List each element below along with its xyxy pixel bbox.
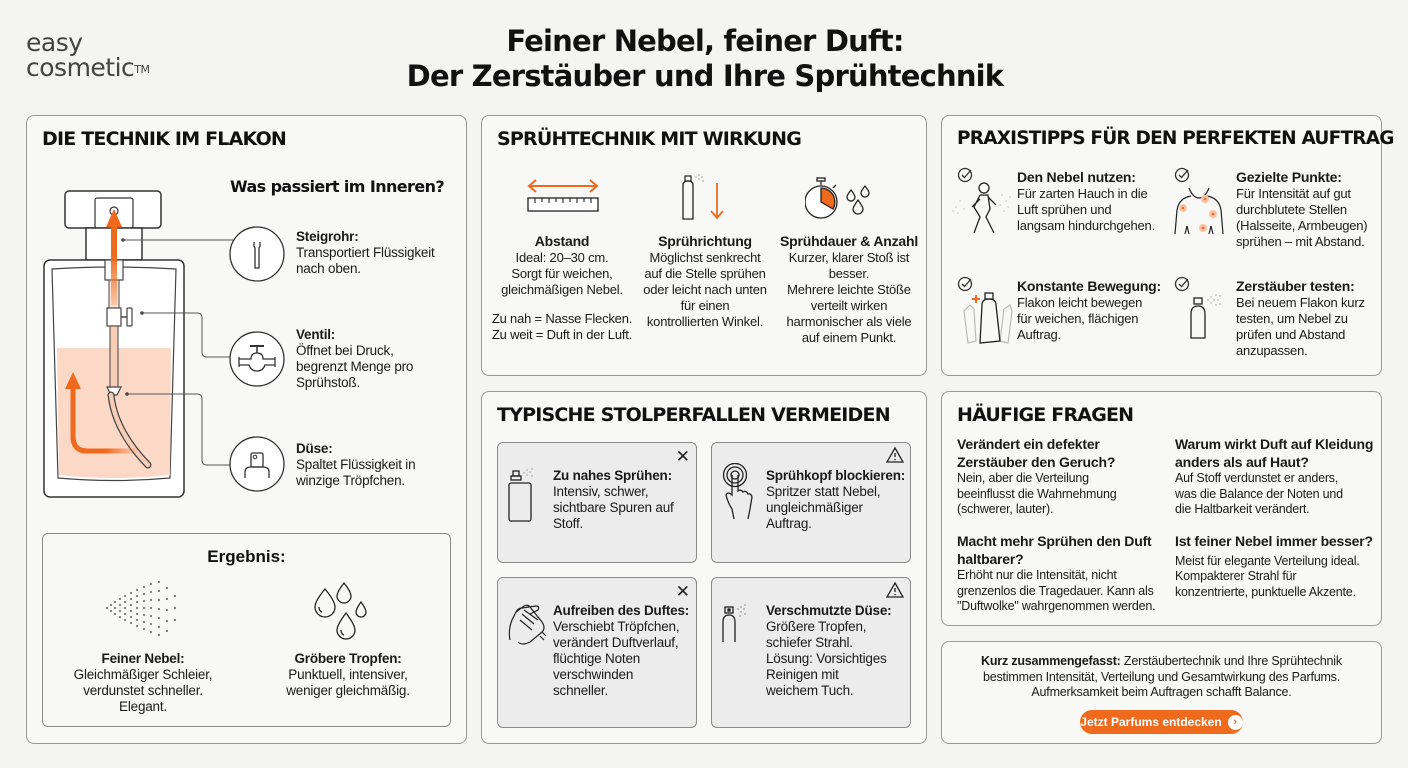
spruehrichtung-block: Sprührichtung Möglichst senkrecht auf die Stelle sprühen oder leicht nach unten für einen kontrollierten Winkel. (643, 233, 767, 329)
spray-direction-icon (679, 173, 729, 223)
spray-bottle-icon (508, 467, 538, 523)
technik-panel (26, 115, 467, 744)
mist-icon (103, 574, 183, 642)
faq-item: Ist feiner Nebel immer besser? Meist für elegante Verteilung ideal. Kompakterer Strahl für konzentrierte, punktuelle Akzente. (1175, 533, 1373, 599)
drops-icon (313, 581, 373, 643)
dirty-nozzle-icon (720, 604, 760, 644)
pitfall-text: Sprühkopf blockieren: Spritzer statt Nebel, ungleichmäßiger Auftrag. (766, 468, 906, 531)
chevron-right-icon: › (1228, 715, 1243, 730)
pitfall-text: Aufreiben des Duftes: Verschiebt Tröpfchen, verändert Duftverlauf, flüchtige Noten verschwinden schneller. (553, 603, 690, 698)
brand-line1: easy (26, 28, 83, 57)
title-line1: Feiner Nebel, feiner Duft: (506, 24, 904, 58)
page-title (380, 24, 1030, 94)
warning-icon (886, 447, 904, 463)
ruler-icon (526, 178, 600, 214)
praxistipps-panel (941, 115, 1394, 376)
pitfall-card (497, 577, 697, 728)
part-duese: Düse: Spaltet Flüssigkeit in winzige Tröpfchen. (296, 441, 416, 488)
tip-text: Konstante Bewegung: Flakon leicht bewegen für weichen, flächigen Auftrag. (1017, 278, 1161, 342)
finger-press-icon (722, 463, 756, 521)
ergebnis-box (42, 533, 451, 727)
brand-logo (26, 30, 150, 80)
pitfall-text: Zu nahes Sprühen: Intensiv, schwer, sichtbare Spuren auf Stoff. (553, 468, 674, 531)
praxistipps-heading: PRAXISTIPPS FÜR DEN PERFEKTEN AUFTRAG (957, 128, 1394, 149)
technik-subheading: Was passiert im Inneren? (230, 177, 445, 196)
close-icon: ✕ (675, 582, 690, 601)
pitfall-card (497, 442, 697, 563)
nozzle-icon (229, 436, 285, 492)
ergebnis-grobe-tropfen: Gröbere Tropfen: Punktuell, intensiver, weniger gleichmäßig. (286, 651, 410, 698)
tip-text: Den Nebel nutzen: Für zarten Hauch in die Luft sprühen und langsam hindurchgehen. (1017, 169, 1155, 233)
spruehtechnik-heading: SPRÜHTECHNIK MIT WIRKUNG (497, 128, 801, 150)
summary-text: Kurz zusammengefasst: Zerstäubertechnik und Ihre Sprühtechnik bestimmen Intensität, Verteilung und Gesamtwirkung des Parfums. Aufmerksamkeit beim Auftragen schafft Balance. (981, 654, 1342, 699)
faq-item: Macht mehr Sprühen den Duft haltbarer? Erhöht nur die Intensität, nicht grenzenlos die Tragedauer. Kann als "Duftwolke" wahrgenommen werden. (957, 533, 1156, 613)
stolperfallen-heading: TYPISCHE STOLPERFALLEN VERMEIDEN (497, 404, 890, 426)
title-line2: Der Zerstäuber und Ihre Sprühtechnik (406, 59, 1004, 93)
discover-perfumes-button[interactable] (1080, 710, 1243, 734)
part-ventil: Ventil: Öffnet bei Druck, begrenzt Menge pro Sprühstoß. (296, 327, 414, 390)
faq-item: Warum wirkt Duft auf Kleidung anders als auf Haut? Auf Stoff verdunstet er anders, was die Balance der Noten und die Haltbarkeit verändert. (1175, 436, 1374, 516)
pitfall-card (711, 577, 911, 728)
check-icon (1174, 167, 1190, 188)
stopwatch-icon (805, 176, 889, 222)
rubbing-hands-icon (506, 602, 548, 646)
stolperfallen-panel (481, 391, 927, 744)
pulse-points-icon (1173, 186, 1225, 236)
ergebnis-feiner-nebel: Feiner Nebel: Gleichmäßiger Schleier, verdunstet schneller. Elegant. (73, 651, 213, 714)
part-steigrohr: Steigrohr: Transportiert Flüssigkeit nach oben. (296, 229, 435, 276)
pitfall-text: Verschmutzte Düse: Größere Tropfen, schiefer Strahl. Lösung: Vorsichtiges Reinigen mit weichem Tuch. (766, 603, 892, 698)
spruehtechnik-panel (481, 115, 927, 376)
technik-heading: DIE TECHNIK IM FLAKON (42, 128, 287, 150)
spruehdauer-block: Sprühdauer & Anzahl Kurzer, klarer Stoß ist besser. Mehrere leichte Stöße verteilt wirken harmonischer als viele auf einem Punkt. (779, 233, 919, 345)
tube-icon (229, 226, 285, 282)
walking-person-icon (950, 181, 1016, 239)
faq-panel (941, 391, 1382, 626)
ergebnis-heading: Ergebnis: (207, 547, 286, 566)
valve-icon (229, 331, 285, 387)
pitfall-card (711, 442, 911, 563)
warning-icon (886, 582, 904, 598)
faq-heading: HÄUFIGE FRAGEN (957, 404, 1134, 426)
faq-item: Verändert ein defekter Zerstäuber den Geruch? Nein, aber die Verteilung beeinflusst die Wahrnehmung (schwerer, lauter). (957, 436, 1117, 516)
summary-panel (941, 641, 1382, 744)
moving-bottle-icon (960, 291, 1016, 347)
cta-label: Jetzt Parfums entdecken (1080, 715, 1222, 729)
abstand-block: Abstand Ideal: 20–30 cm. Sorgt für weichen, gleichmäßigen Nebel. Zu nah = Nasse Flecken. Zu weit = Duft in der Luft. (491, 233, 633, 342)
tip-text: Zerstäuber testen: Bei neuem Flakon kurz testen, um Nebel zu prüfen und Abstand anzupassen. (1236, 278, 1365, 358)
brand-line2: cosmetic™ (26, 53, 150, 82)
test-spray-icon (1188, 292, 1232, 340)
tip-text: Gezielte Punkte: Für Intensität auf gut durchblutete Stellen (Halsseite, Armbeugen) sprühen – mit Abstand. (1236, 169, 1368, 249)
close-icon: ✕ (675, 447, 690, 466)
